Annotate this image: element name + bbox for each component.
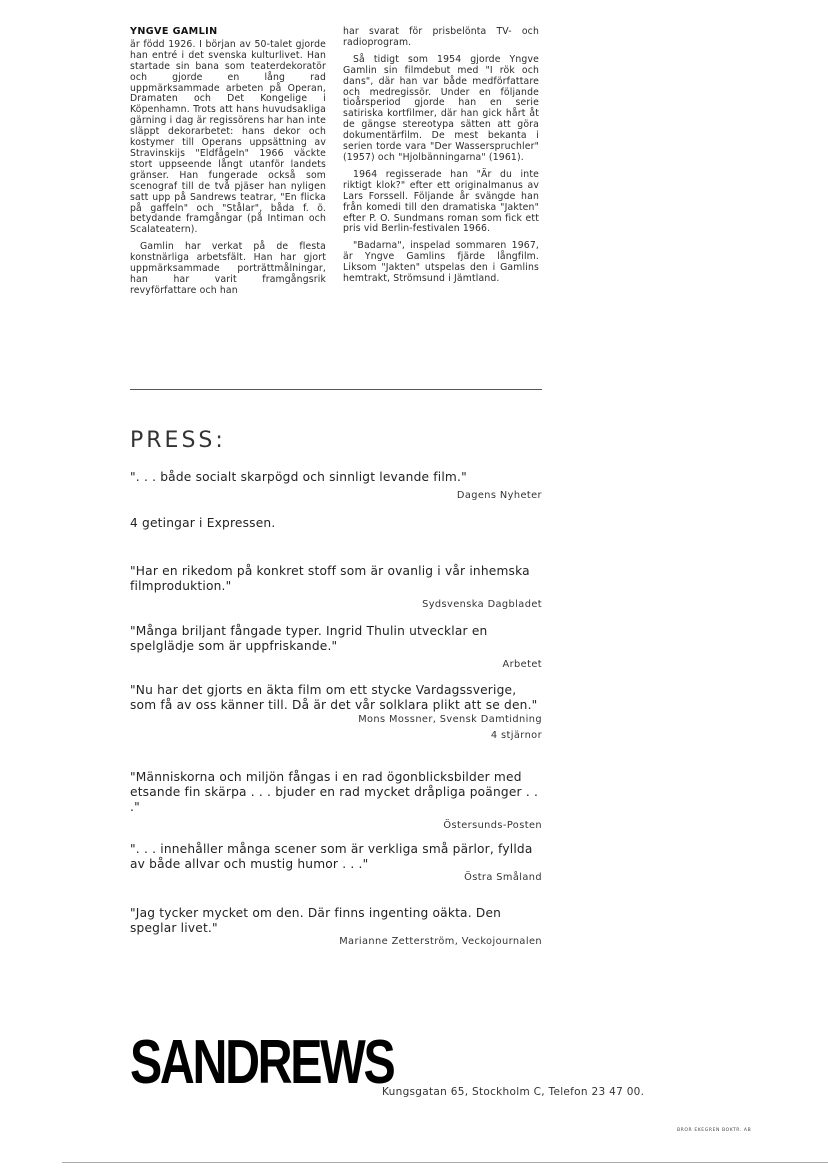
quote-source: Dagens Nyheter — [456, 490, 542, 501]
quote-source: Östra Småland — [464, 872, 542, 883]
section-divider — [130, 389, 542, 390]
quote-source: Sydsvenska Dagbladet — [422, 599, 542, 610]
bio-heading: YNGVE GAMLIN — [130, 26, 218, 37]
press-quote — [130, 564, 542, 612]
quote-source: Östersunds-Posten — [443, 820, 542, 831]
bottom-divider — [62, 1162, 828, 1163]
quote-text: "Har en rikedom på konkret stoff som är ovanlig i vår inhemska filmproduktion." — [130, 564, 530, 593]
company-address: Kungsgatan 65, Stockholm C, Telefon 23 47 00. — [382, 1086, 645, 1098]
bio-paragraph: 1964 regisserade han "Är du inte riktigt klok?" efter ett originalmanus av Lars Forssell. Följande år svängde han från komedi till den dramatiska "Jakten" efter P. O. Sundmans roman som fick ett pris vid Berlin-festivalen 1966. — [343, 168, 539, 235]
bio-left-column — [130, 27, 326, 303]
bio-paragraph: är född 1926. I början av 50-talet gjorde han entré i det svenska kulturlivet. Han startade sin bana som teaterdekoratör och gjorde en lång rad uppmärksammade arbeten på Operan, Dramaten och Det Kongelige i Köpenhamn. Trots att hans huvudsakliga gärning i dag är regissörens har han inte släppt dekorarbetet: hans dekor och kostymer till Operans uppsättning av Stravinskijs "Eldfågeln" 1966 väckte stort uppseende långt utanför landets gränser. Han fungerade också som scenograf till de två pjäser han nyligen satt upp på Sandrews teatrar, "En flicka på gaffeln" och "Stålar", båda f. ö. betydande framgångar (på Intiman och Scalateatern). — [130, 38, 326, 236]
press-quote — [130, 683, 542, 743]
quote-text: "Många briljant fångade typer. Ingrid Thulin utvecklar en spelglädje som är uppfriskande." — [130, 624, 488, 653]
sandrews-logo: SANDREWS — [130, 1028, 394, 1097]
bio-paragraph: Så tidigt som 1954 gjorde Yngve Gamlin sin filmdebut med "I rök och dans", där han var både medförfattare och medregissör. Under en följande tioårsperiod gjorde han en serie satiriska kortfilmer, där han gick hårt åt de gängse stereotypa sätten att göra dokumentärfilm. De mest bekanta i serien torde vara "Der Wasserspruchler" (1957) och "Hjolbänningarna" (1961). — [343, 53, 539, 163]
quote-text: "Människorna och miljön fångas i en rad ögonblicksbilder med etsande fin skärpa . . . bjuder en rad mycket dråpliga poänger . . ." — [130, 770, 539, 814]
quote-source: Marianne Zetterström, Veckojournalen — [339, 936, 542, 947]
press-quote — [130, 516, 542, 531]
bio-right-column — [343, 27, 539, 291]
quote-text: ". . . innehåller många scener som är verkliga små pärlor, fyllda av både allvar och mustig humor . . ." — [130, 842, 533, 871]
press-quote — [130, 906, 542, 949]
press-quote — [130, 470, 542, 503]
press-quote — [130, 624, 542, 672]
bio-paragraph: "Badarna", inspelad sommaren 1967, är Yngve Gamlins fjärde långfilm. Liksom "Jakten" utspelas den i Gamlins hemtrakt, Strömsund i Jämtland. — [343, 240, 539, 285]
bio-paragraph: Gamlin har verkat på de flesta konstnärliga arbetsfält. Han har gjort uppmärksammade porträttmålningar, han har varit framgångsrik revyförfattare och han — [130, 241, 326, 296]
quote-rating: 4 stjärnor — [490, 730, 542, 741]
quote-text: "Nu har det gjorts en äkta film om ett stycke Vardagssverige, som få av oss känner till. Då är det vår solklara plikt att se den." — [130, 683, 538, 712]
press-quote — [130, 770, 542, 833]
press-quote — [130, 842, 542, 885]
printer-credit: BROR EKEGREN BOKTR. AB — [677, 1128, 752, 1133]
quote-text: ". . . både socialt skarpögd och sinnligt levande film." — [130, 470, 467, 484]
quote-source: Mons Mossner, Svensk Damtidning — [358, 714, 542, 725]
bio-paragraph: har svarat för prisbelönta TV- och radioprogram. — [343, 26, 539, 48]
press-heading: PRESS: — [130, 428, 226, 453]
quote-source: Arbetet — [502, 659, 542, 670]
quote-text: "Jag tycker mycket om den. Där finns ingenting oäkta. Den speglar livet." — [130, 906, 502, 935]
quote-text: 4 getingar i Expressen. — [130, 516, 276, 530]
